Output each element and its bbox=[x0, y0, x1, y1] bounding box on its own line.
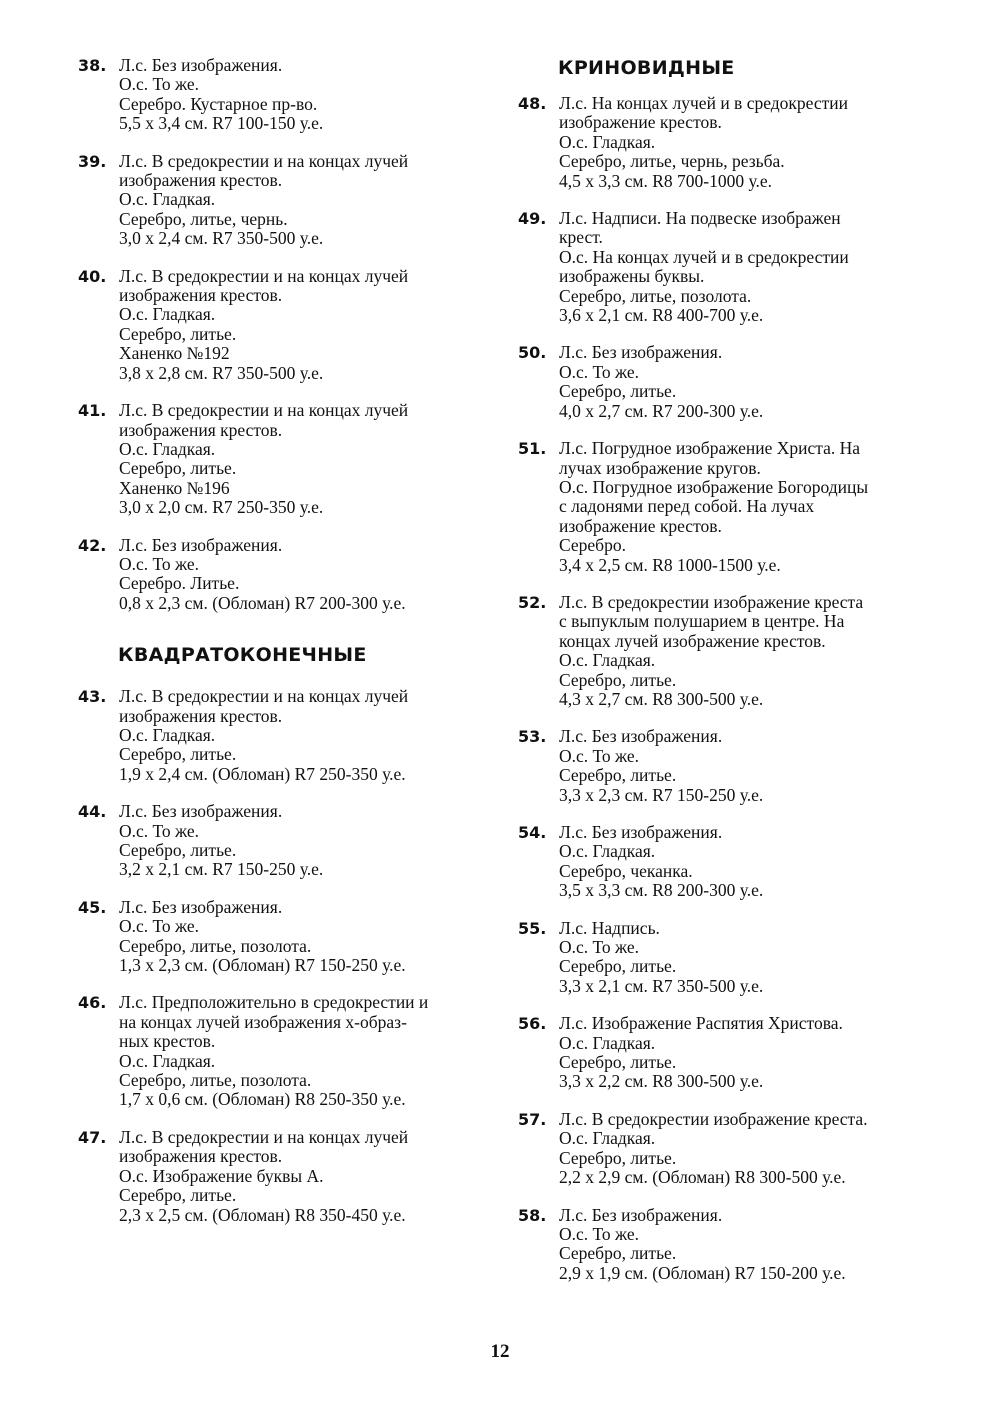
entry-line: Серебро, литье. bbox=[119, 458, 237, 479]
entries-group bbox=[518, 94, 938, 1283]
entry-line: Серебро, чеканка. bbox=[559, 860, 693, 881]
entry-number: 58. bbox=[518, 1205, 547, 1225]
entry-line: изображения крестов. bbox=[119, 285, 283, 306]
entry-line: 3,8 х 2,8 см. R7 350-500 у.е. bbox=[119, 362, 324, 383]
catalog-entry bbox=[78, 401, 498, 517]
entry-number: 46. bbox=[78, 993, 107, 1013]
entry-line: изображения крестов. bbox=[119, 1146, 283, 1167]
entry-line: Л.с. Без изображения. bbox=[119, 534, 283, 555]
entry-line: Серебро, литье, позолота. bbox=[119, 1070, 312, 1091]
catalog-entry bbox=[518, 823, 938, 901]
entry-line: 4,5 х 3,3 см. R8 700-1000 у.е. bbox=[559, 170, 772, 191]
entry-line: О.с. Гладкая. bbox=[559, 1128, 656, 1149]
entry-line: Л.с. В средокрестии и на концах лучей bbox=[119, 265, 409, 286]
entry-line: 1,3 х 2,3 см. (Обломан) R7 150-250 у.е. bbox=[119, 955, 406, 976]
entry-number: 49. bbox=[518, 209, 547, 229]
entry-number: 38. bbox=[78, 56, 107, 75]
entry-line: Серебро, литье. bbox=[559, 1052, 677, 1073]
entry-line: Серебро, литье. bbox=[119, 840, 237, 860]
catalog-entry bbox=[78, 898, 498, 976]
entry-line: лучах изображение кругов. bbox=[559, 457, 761, 478]
entry-line: О.с. Гладкая. bbox=[559, 1032, 656, 1053]
entry-line: 3,0 х 2,4 см. R7 350-500 у.е. bbox=[119, 228, 324, 249]
entry-line: Серебро, литье, позолота. bbox=[559, 285, 752, 306]
entry-line: крест. bbox=[559, 227, 603, 248]
entry-line: 1,7 х 0,6 см. (Обломан) R8 250-350 у.е. bbox=[119, 1089, 406, 1110]
entry-text bbox=[559, 439, 938, 575]
entry-text bbox=[119, 1128, 498, 1225]
entry-number: 48. bbox=[518, 94, 547, 113]
entry-text bbox=[119, 536, 498, 614]
entry-line: Л.с. Без изображения. bbox=[119, 55, 283, 75]
entry-line: 5,5 х 3,4 см. R7 100-150 у.е. bbox=[119, 113, 324, 134]
entry-line: О.с. Гладкая. bbox=[119, 189, 216, 210]
entry-line: Серебро, литье. bbox=[559, 381, 677, 402]
entry-line: изображены буквы. bbox=[559, 266, 705, 287]
page-number: 12 bbox=[490, 1341, 510, 1362]
entry-line: Серебро. Кустарное пр-во. bbox=[119, 93, 318, 114]
entry-line: Серебро. bbox=[559, 535, 626, 556]
entry-number: 47. bbox=[78, 1127, 107, 1147]
entry-line: Ханенко №192 bbox=[119, 343, 230, 364]
entry-line: концах лучей изображение крестов. bbox=[559, 630, 826, 651]
entry-line: Л.с. На концах лучей и в средокрестии bbox=[559, 93, 849, 113]
catalog-entry bbox=[518, 919, 938, 997]
entry-line: Серебро, литье. bbox=[119, 323, 237, 344]
entry-text bbox=[559, 919, 938, 997]
entry-line: Серебро, литье. bbox=[119, 744, 237, 765]
entry-line: 3,5 х 3,3 см. R8 200-300 у.е. bbox=[559, 880, 764, 901]
entry-line: Л.с. Без изображения. bbox=[119, 896, 283, 917]
entry-line: Л.с. В средокрестии изображение креста. bbox=[559, 1108, 868, 1129]
entry-line: 1,9 х 2,4 см. (Обломан) R7 250-350 у.е. bbox=[119, 763, 406, 784]
entry-line: Л.с. Изображение Распятия Христова. bbox=[559, 1013, 843, 1034]
entry-number: 50. bbox=[518, 343, 547, 363]
catalog-entry bbox=[78, 993, 498, 1109]
entry-line: О.с. То же. bbox=[559, 745, 640, 766]
entry-text bbox=[119, 401, 498, 517]
entry-number: 45. bbox=[78, 897, 107, 917]
entry-line: Л.с. Надписи. На подвеске изображен bbox=[559, 208, 841, 229]
entry-line: ных крестов. bbox=[119, 1031, 216, 1052]
entry-line: О.с. Гладкая. bbox=[559, 841, 656, 862]
entry-line: 2,3 х 2,5 см. (Обломан) R8 350-450 у.е. bbox=[119, 1204, 406, 1225]
catalog-entry bbox=[78, 687, 498, 784]
entry-number: 42. bbox=[78, 535, 107, 555]
entry-line: 2,2 х 2,9 см. (Обломан) R8 300-500 у.е. bbox=[559, 1167, 846, 1188]
entry-line: 3,3 х 2,2 см. R8 300-500 у.е. bbox=[559, 1071, 764, 1092]
entry-line: О.с. То же. bbox=[119, 820, 200, 841]
entry-line: Серебро, литье. bbox=[559, 1243, 677, 1264]
entry-number: 55. bbox=[518, 918, 547, 938]
entry-line: Серебро, литье, чернь, резьба. bbox=[559, 151, 785, 172]
entries-group-bottom bbox=[78, 687, 498, 1225]
entry-number: 53. bbox=[518, 727, 547, 747]
entry-number: 57. bbox=[518, 1109, 547, 1129]
entry-text bbox=[119, 898, 498, 976]
catalog-entry bbox=[518, 727, 938, 805]
entry-text bbox=[559, 209, 938, 325]
entry-number: 51. bbox=[518, 439, 547, 459]
entry-text bbox=[559, 593, 938, 709]
catalog-entry bbox=[518, 94, 938, 191]
entry-line: Серебро, литье. bbox=[559, 956, 677, 977]
entry-line: Л.с. Без изображения. bbox=[559, 822, 723, 842]
entry-text bbox=[559, 1206, 938, 1284]
entry-text bbox=[559, 823, 938, 901]
entry-line: Л.с. В средокрестии и на концах лучей bbox=[119, 400, 409, 421]
entry-number: 41. bbox=[78, 401, 107, 421]
entry-line: Серебро. Литье. bbox=[119, 573, 240, 594]
entry-line: Л.с. Без изображения. bbox=[559, 1204, 723, 1225]
entry-text bbox=[119, 267, 498, 383]
entry-line: 3,0 х 2,0 см. R7 250-350 у.е. bbox=[119, 497, 324, 518]
entry-line: О.с. То же. bbox=[559, 937, 640, 958]
entry-line: 3,3 х 2,3 см. R7 150-250 у.е. bbox=[559, 784, 764, 805]
entry-line: О.с. Гладкая. bbox=[119, 1050, 216, 1071]
entry-line: О.с. То же. bbox=[119, 916, 200, 937]
entry-line: 2,9 х 1,9 см. (Обломан) R7 150-200 у.е. bbox=[559, 1262, 846, 1283]
entry-number: 54. bbox=[518, 823, 547, 842]
entry-line: изображение крестов. bbox=[559, 515, 722, 536]
entry-line: Ханенко №196 bbox=[119, 477, 230, 498]
entries-group-top bbox=[78, 56, 498, 613]
entry-line: изображение крестов. bbox=[559, 112, 722, 133]
entry-text bbox=[119, 152, 498, 249]
entry-line: Л.с. Без изображения. bbox=[119, 801, 283, 822]
section-heading: КРИНОВИДНЫЕ bbox=[558, 57, 735, 79]
entry-line: 4,3 х 2,7 см. R8 300-500 у.е. bbox=[559, 688, 764, 709]
entry-number: 39. bbox=[78, 151, 107, 171]
entry-line: Л.с. В средокрестии и на концах лучей bbox=[119, 150, 409, 171]
entry-line: Л.с. Погрудное изображение Христа. На bbox=[559, 438, 861, 459]
entry-text bbox=[119, 687, 498, 784]
entry-line: Серебро, литье. bbox=[119, 1185, 237, 1206]
catalog-entry bbox=[78, 536, 498, 614]
entry-text bbox=[559, 1014, 938, 1092]
entry-line: О.с. Гладкая. bbox=[119, 724, 216, 745]
catalog-entry bbox=[518, 1014, 938, 1092]
entry-line: О.с. Погрудное изображение Богородицы bbox=[559, 476, 869, 497]
entry-line: 3,4 х 2,5 см. R8 1000-1500 у.е. bbox=[559, 554, 781, 575]
right-column bbox=[518, 56, 938, 1301]
entry-number: 44. bbox=[78, 802, 107, 822]
entry-line: О.с. Гладкая. bbox=[119, 304, 216, 325]
entry-line: 4,0 х 2,7 см. R7 200-300 у.е. bbox=[559, 400, 764, 421]
entry-line: О.с. Гладкая. bbox=[559, 131, 656, 152]
entry-text bbox=[119, 56, 498, 134]
entry-line: 0,8 х 2,3 см. (Обломан) R7 200-300 у.е. bbox=[119, 592, 406, 613]
entry-number: 43. bbox=[78, 687, 107, 707]
entry-line: Л.с. Без изображения. bbox=[559, 342, 723, 363]
catalog-entry bbox=[518, 593, 938, 709]
entry-line: Серебро, литье, позолота. bbox=[119, 935, 312, 956]
catalog-entry bbox=[78, 1128, 498, 1225]
entry-line: О.с. На концах лучей и в средокрестии bbox=[559, 246, 849, 267]
entry-line: Л.с. Предположительно в средокрестии и bbox=[119, 992, 429, 1013]
entry-line: О.с. То же. bbox=[119, 74, 200, 95]
catalog-entry bbox=[518, 439, 938, 575]
entry-text bbox=[559, 94, 938, 191]
catalog-entry bbox=[78, 267, 498, 383]
entry-line: Л.с. В средокрестии и на концах лучей bbox=[119, 1126, 409, 1147]
entry-text bbox=[559, 1110, 938, 1188]
catalog-entry bbox=[518, 209, 938, 325]
entry-line: изображения крестов. bbox=[119, 419, 283, 440]
entry-line: Л.с. Без изображения. bbox=[559, 726, 723, 747]
entry-line: О.с. Гладкая. bbox=[559, 650, 656, 671]
catalog-entry bbox=[518, 1206, 938, 1284]
entry-line: изображения крестов. bbox=[119, 705, 283, 726]
entry-line: Серебро, литье. bbox=[559, 765, 677, 786]
catalog-entry bbox=[78, 152, 498, 249]
entry-text bbox=[119, 802, 498, 880]
left-column bbox=[78, 56, 498, 1243]
section-heading: КВАДРАТОКОНЕЧНЫЕ bbox=[118, 644, 367, 667]
entry-line: О.с. Гладкая. bbox=[119, 438, 216, 459]
entry-line: Л.с. Надпись. bbox=[559, 917, 660, 938]
entry-line: О.с. То же. bbox=[559, 361, 640, 382]
entry-line: Л.с. В средокрестии изображение креста bbox=[559, 591, 864, 612]
entry-line: Серебро, литье. bbox=[559, 1147, 677, 1168]
entry-line: Серебро, литье. bbox=[559, 669, 677, 690]
entry-number: 56. bbox=[518, 1014, 547, 1034]
entry-line: с ладонями перед собой. На лучах bbox=[559, 496, 815, 517]
entry-line: О.с. Изображение буквы А. bbox=[119, 1165, 324, 1186]
entry-line: изображения крестов. bbox=[119, 170, 283, 191]
entry-line: 3,6 х 2,1 см. R8 400-700 у.е. bbox=[559, 305, 764, 326]
entry-number: 40. bbox=[78, 266, 107, 286]
entry-line: 3,2 х 2,1 см. R7 150-250 у.е. bbox=[119, 859, 324, 880]
entry-line: 3,3 х 2,1 см. R7 350-500 у.е. bbox=[559, 975, 764, 996]
entry-line: с выпуклым полушарием в центре. На bbox=[559, 611, 845, 632]
entry-line: на концах лучей изображения х-образ- bbox=[119, 1011, 407, 1032]
catalog-entry bbox=[518, 1110, 938, 1188]
entry-line: О.с. То же. bbox=[119, 553, 200, 574]
entry-text bbox=[559, 727, 938, 805]
entry-line: Л.с. В средокрестии и на концах лучей bbox=[119, 686, 409, 707]
catalog-entry bbox=[78, 56, 498, 134]
entry-text bbox=[119, 993, 498, 1109]
catalog-entry bbox=[518, 343, 938, 421]
entry-text bbox=[559, 343, 938, 421]
entry-line: О.с. То же. bbox=[559, 1223, 640, 1244]
catalog-entry bbox=[78, 802, 498, 880]
entry-number: 52. bbox=[518, 592, 547, 612]
entry-line: Серебро, литье, чернь. bbox=[119, 208, 288, 229]
